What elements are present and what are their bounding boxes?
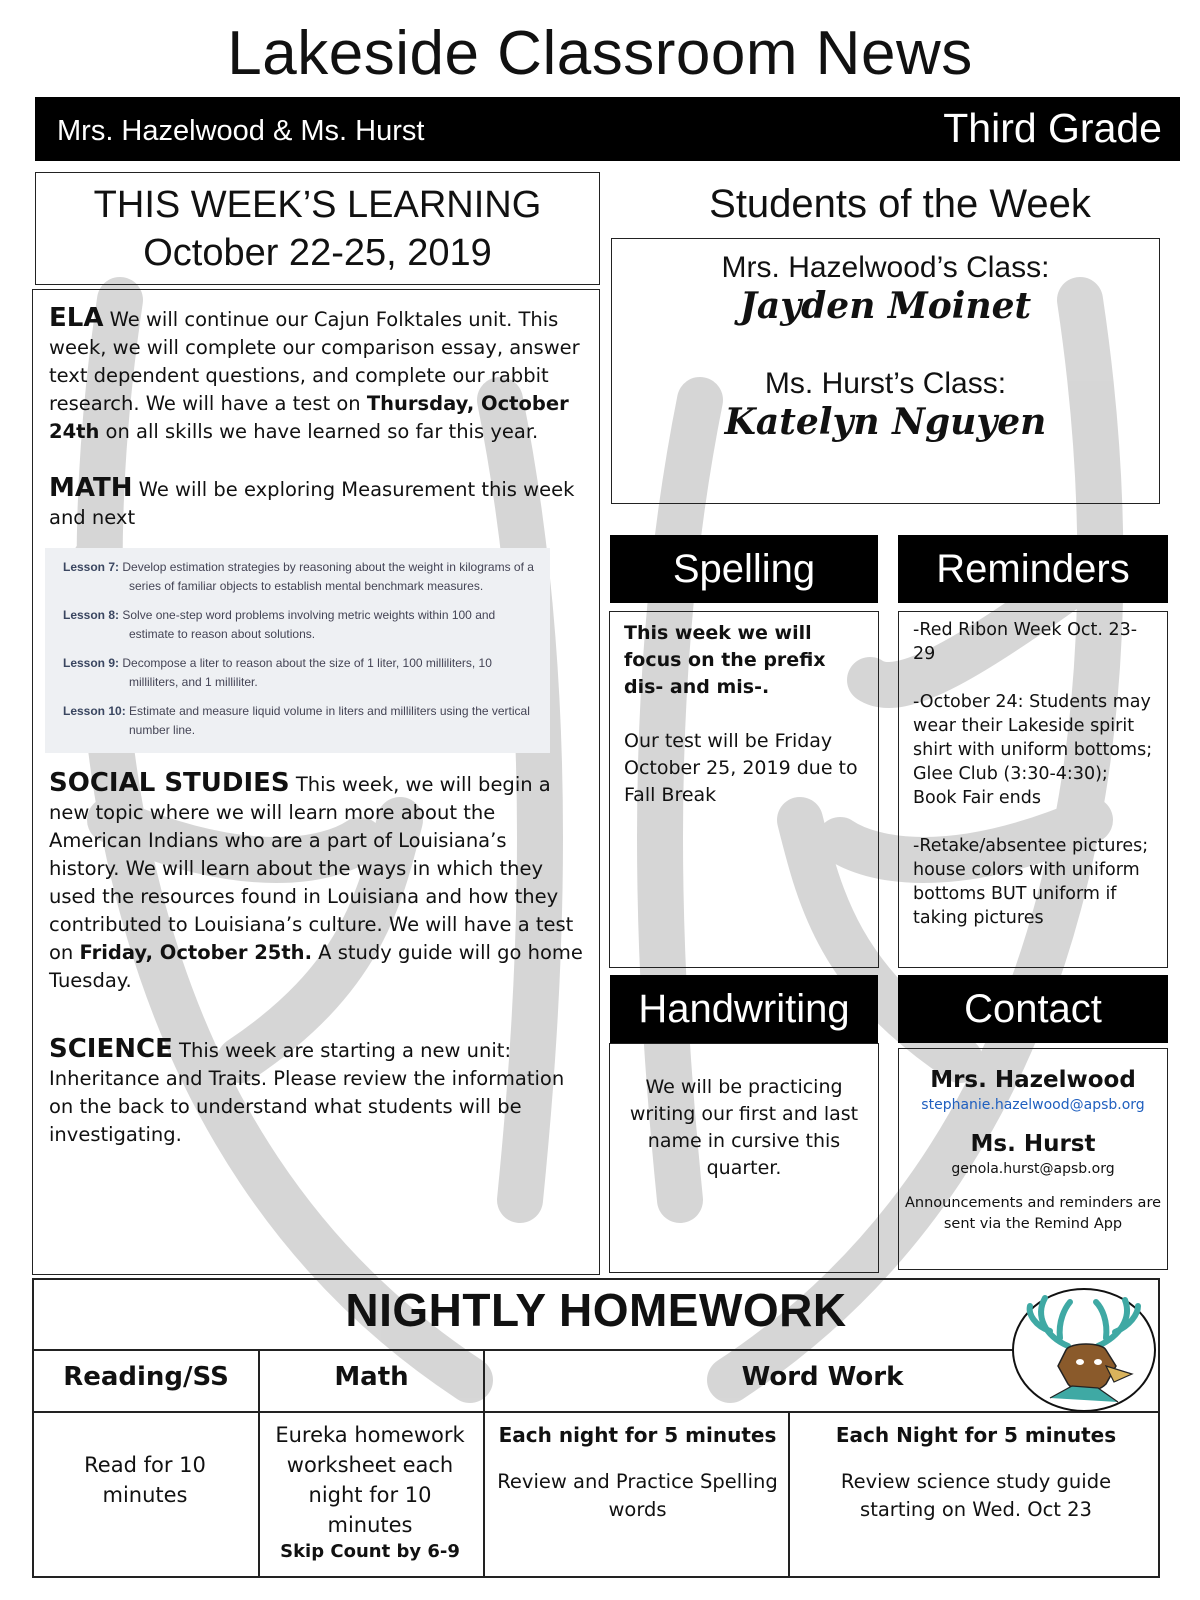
deer-mascot-icon <box>1010 1286 1158 1414</box>
lesson-item: Lesson 9: Decompose a liter to reason about the size of 1 liter, 100 milliliters, 10 milliliters, and 1 milliliter. <box>63 656 492 689</box>
science-label: SCIENCE <box>49 1034 173 1064</box>
learning-content <box>32 289 600 1275</box>
column-header: Word Work <box>741 1362 904 1392</box>
contact-note: Announcements and reminders are sent via the Remind App <box>904 1195 1162 1232</box>
math-label: MATH <box>49 473 133 503</box>
column-header: Math <box>334 1362 409 1392</box>
reading-task: Read for 10 minutes <box>84 1453 206 1507</box>
spelling-header: Spelling <box>610 535 878 603</box>
grade-label: Third Grade <box>943 105 1162 151</box>
column-header: Reading/SS <box>63 1362 229 1392</box>
math-skip-count: Skip Count by 6-9 <box>280 1541 460 1562</box>
math-lessons <box>45 548 550 753</box>
spelling-panel <box>609 611 879 968</box>
math-text: We will be exploring Measurement this week and next <box>49 478 575 529</box>
student-name: Katelyn Nguyen <box>724 401 1047 443</box>
reminders-panel <box>898 611 1168 968</box>
lesson-item: Lesson 10: Estimate and measure liquid volume in liters and milliliters using the vertical number line. <box>63 704 530 737</box>
students-of-week-title: Students of the Week <box>709 182 1091 226</box>
contact-email-link[interactable]: stephanie.hazelwood@apsb.org <box>921 1097 1145 1113</box>
ela-section <box>49 304 583 446</box>
learning-heading <box>35 172 600 285</box>
reminder-item: -October 24: Students may wear their Lakeside spirit shirt with uniform bottoms; Glee Club (3:30-4:30); Book Fair ends <box>913 692 1153 808</box>
handwriting-text: We will be practicing writing our first and last name in cursive this quarter. <box>629 1076 859 1179</box>
handwriting-panel <box>609 1043 879 1273</box>
learning-heading-dates: October 22-25, 2019 <box>143 232 492 274</box>
contact-name: Mrs. Hazelwood <box>930 1067 1136 1093</box>
spelling-task: Each night for 5 minutes Review and Practice Spelling words <box>497 1423 778 1521</box>
class-label: Ms. Hurst’s Class: <box>764 367 1007 400</box>
lesson-item: Lesson 7: Develop estimation strategies by reasoning about the weight in kilograms of a series of familiar objects to establish mental benchmark measures. <box>63 560 534 593</box>
math-section <box>49 474 583 532</box>
contact-panel <box>898 1048 1168 1270</box>
ela-label: ELA <box>49 303 104 333</box>
homework-title: NIGHTLY HOMEWORK <box>345 1284 847 1336</box>
ela-text-end: on all skills we have learned so far this year. <box>99 420 539 443</box>
spelling-focus: This week we will focus on the prefix dis- and mis-. <box>624 622 826 698</box>
ela-text: We will continue our Cajun Folktales unit. This week, we will complete our comparison essay, answer text dependent questions, and complete our rabbit research. We will have a test on <box>49 308 580 415</box>
header-banner <box>35 97 1180 161</box>
students-of-week-box <box>611 238 1160 504</box>
reminder-item: -Retake/absentee pictures; house colors with uniform bottoms BUT uniform if taking pictures <box>913 836 1149 928</box>
social-studies-text-end: A study guide will go home Tuesday. <box>49 941 583 992</box>
social-studies-test-date: Friday, October 25th. <box>79 941 312 964</box>
handwriting-header: Handwriting <box>610 975 878 1043</box>
reminder-item: -Red Ribon Week Oct. 23-29 <box>913 620 1138 664</box>
ela-test-date: Thursday, October 24th <box>49 392 569 443</box>
social-studies-label: SOCIAL STUDIES <box>49 768 290 798</box>
lesson-item: Lesson 8: Solve one-step word problems involving metric weights within 100 and estimate to reason about solutions. <box>63 608 496 641</box>
spelling-test: Our test will be Friday October 25, 2019 due to Fall Break <box>624 730 858 806</box>
learning-heading-title: THIS WEEK’S LEARNING <box>93 184 542 226</box>
science-text: This week are starting a new unit: Inheritance and Traits. Please review the information on the back to understand what students will be investigating. <box>49 1039 565 1146</box>
science-task: Each Night for 5 minutes Review science study guide starting on Wed. Oct 23 <box>835 1423 1117 1521</box>
science-section <box>49 1035 583 1149</box>
student-name: Jayden Moinet <box>739 285 1032 327</box>
contact-email: genola.hurst@apsb.org <box>951 1161 1115 1177</box>
newsletter-title: Lakeside Classroom News <box>227 19 973 88</box>
math-task: Eureka homework worksheet each night for 10 minutes Skip Count by 6-9 <box>270 1420 470 1564</box>
social-studies-section <box>49 769 583 995</box>
contact-name: Ms. Hurst <box>970 1131 1096 1157</box>
social-studies-text: This week, we will begin a new topic where we will learn more about the American Indians who are a part of Louisiana’s history. We will learn about the ways in which they used the resources found in Louisiana and how they contributed to Louisiana’s culture. We will have a test on <box>49 773 574 964</box>
teacher-names: Mrs. Hazelwood & Ms. Hurst <box>57 115 425 147</box>
class-label: Mrs. Hazelwood’s Class: <box>721 251 1050 284</box>
contact-header: Contact <box>898 975 1168 1043</box>
reminders-header: Reminders <box>898 535 1168 603</box>
